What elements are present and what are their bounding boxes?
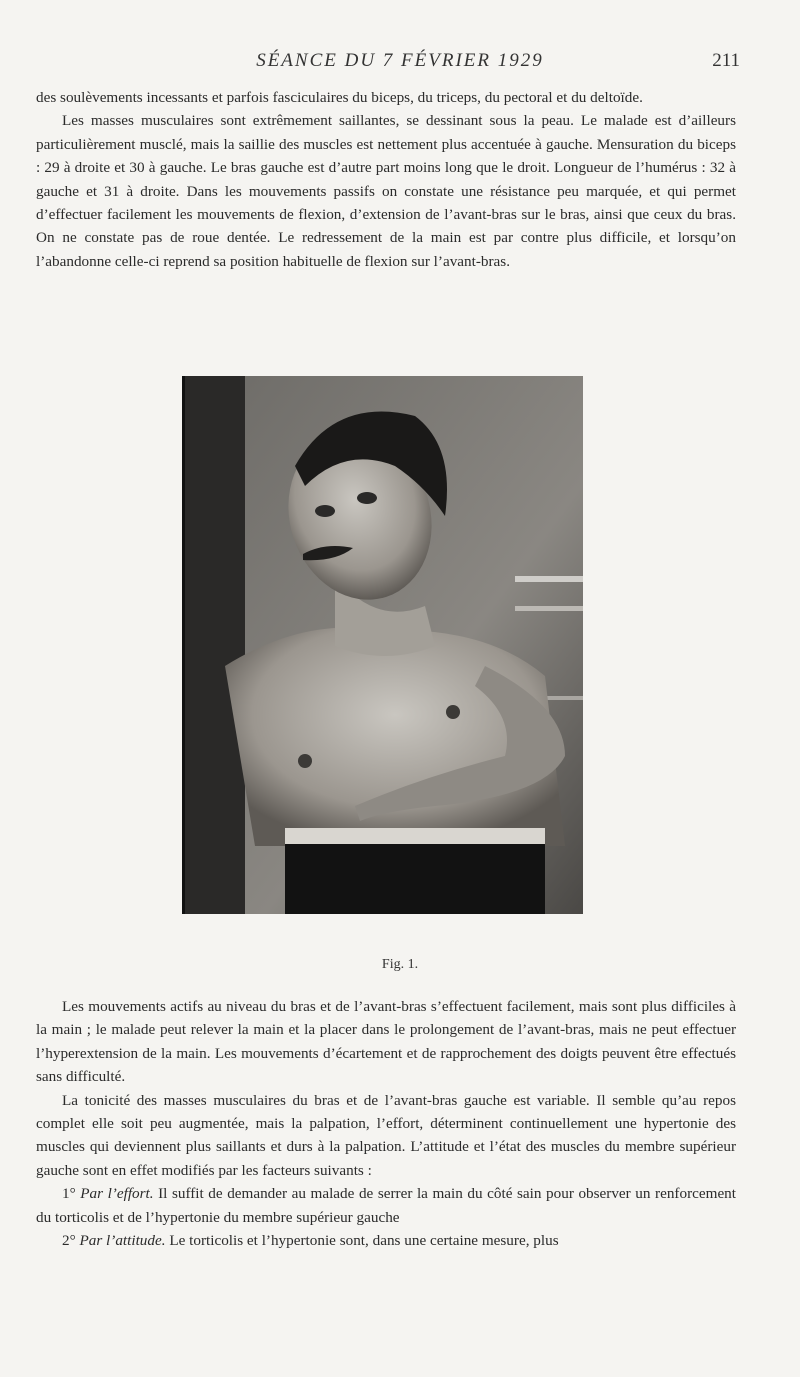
running-header	[60, 50, 740, 76]
running-title: SÉANCE DU 7 FÉVRIER 1929	[256, 50, 544, 71]
figure-caption: Fig. 1.	[381, 957, 419, 972]
text-block-top	[36, 86, 736, 273]
list-item	[36, 1182, 736, 1229]
paragraph: Les mouvements actifs au niveau du bras et de l’avant-bras s’effectuent facilement, mais sont plus difficiles à la main ; le malade peut relever la main et la placer dans le prolongement de l’avant-bras, mais ne peut effectuer l’hyperextension de la main. Les mouvements d’écartement et de rapprochement des doigts peuvent être effectués sans difficulté.	[36, 998, 736, 1086]
list-item	[36, 1229, 736, 1252]
list-marker: 1°	[62, 1185, 76, 1203]
text-block-bottom	[36, 995, 736, 1252]
portrait-photograph	[185, 376, 583, 914]
list-marker: 2°	[62, 1232, 76, 1250]
list-text: Il suffit de demander au malade de serrer la main du côté sain pour observer un renforcement du torticolis et de l’hypertonie du membre supérieur gauche	[36, 1185, 736, 1226]
paragraph: des soulèvements incessants et parfois fasciculaires du biceps, du triceps, du pectoral et du deltoïde.	[36, 89, 643, 106]
figure-photo	[182, 376, 583, 914]
page-number: 211	[712, 50, 740, 71]
list-text: Le torticolis et l’hypertonie sont, dans une certaine mesure, plus	[169, 1232, 559, 1250]
paragraph: La tonicité des masses musculaires du bras et de l’avant-bras gauche est variable. Il semble qu’au repos complet elle soit peu augmentée, mais la palpation, l’effort, déterminent continuellement une hypertonie des muscles qui deviennent plus saillants et durs à la palpation. L’attitude et l’état des muscles du membre supérieur gauche sont en effet modifiés par les facteurs suivants :	[36, 1091, 736, 1179]
list-lead: Par l’attitude.	[79, 1232, 166, 1250]
list-lead: Par l’effort.	[80, 1185, 154, 1203]
paragraph: Les masses musculaires sont extrêmement saillantes, se dessinant sous la peau. Le malade est d’ailleurs particulièrement musclé, mais la saillie des muscles est nettement plus accentuée à gauche. Mensuration du biceps : 29 à droite et 30 à gauche. Le bras gauche est d’autre part moins long que le droit. Longueur de l’humérus : 32 à gauche et 31 à droite. Dans les mouvements passifs on constate une résistance peu marquée, et qui permet d’effectuer facilement les mouvements de flexion, d’extension de l’avant-bras sur le bras, ainsi que ceux du bras. On ne constate pas de roue dentée. Le redressement de la main est par contre plus difficile, et lorsqu’on l’abandonne celle-ci reprend sa position habituelle de flexion sur l’avant-bras.	[36, 112, 736, 270]
